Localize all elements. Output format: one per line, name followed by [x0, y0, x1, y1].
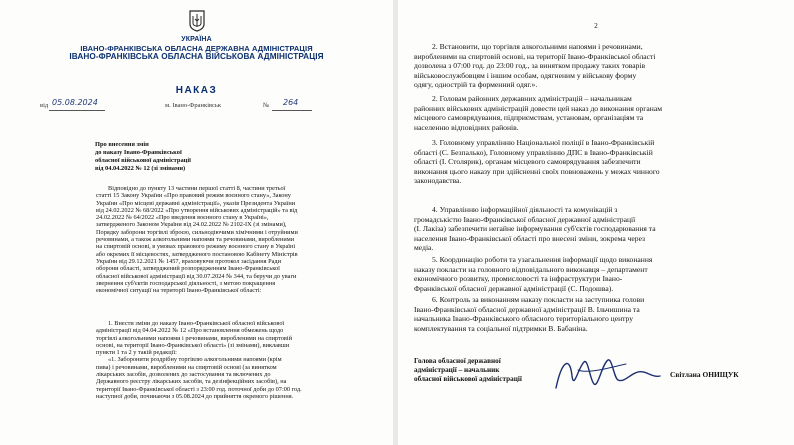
item-1-line: наступної доби, починаючи з 05.08.2024 до прийняття окремого рішення.: [96, 392, 294, 400]
number-underline: [272, 110, 312, 111]
paragraph-line: 3. Головному управлінню Національної поліції в Івано-Франківській: [432, 138, 655, 147]
number-prefix: №: [263, 102, 270, 109]
item-1-line: Державного реєстру лікарських засобів, та дезінфекційних засобів), на: [96, 378, 287, 386]
paragraph-line: населенню відповідних районів.: [414, 122, 519, 132]
preamble-line: від 24.02.2022 № 68/2022 «Про утворення військових адміністрацій» та від: [96, 206, 298, 214]
paragraph-line: 2. Головам районних державних адміністрацій – начальникам: [432, 94, 632, 103]
subject-line: Про внесення змін: [95, 141, 149, 148]
date-underline: [49, 110, 105, 111]
paragraph-line: комплектування та соціальної підтримки В. Бабаніна.: [414, 323, 588, 333]
paragraph-5: [414, 255, 728, 293]
paragraph-line: 2. Встановити, що торгівля алкогольними напоями і речовинами,: [432, 42, 643, 51]
paragraph-line: 5. Координацію роботи та узагальнення інформації щодо виконання: [432, 255, 653, 264]
item-1-line: пункти 1 та 2 у такій редакції:: [96, 349, 177, 357]
paragraph-line: економічного розвитку, промисловості та інфраструктури Івано-: [414, 274, 623, 283]
paragraph-line: виконання цього наказу при здійсненні своїх повноважень у межах чинного: [414, 166, 660, 176]
preamble-line: Порядку заборони торгівлі зброєю, сильнодіючими хімічними і отруйними: [96, 228, 298, 236]
signatory-name: Світлана ОНИЩУК: [670, 370, 739, 379]
item-1-line: «1. Заборонити роздрібну торгівлю алкогольними напоями (крім: [108, 356, 282, 364]
paragraph-2: [414, 42, 728, 90]
preamble: [96, 185, 369, 294]
paragraph-line: 6. Контроль за виконанням наказу покласти на заступника голови: [432, 295, 645, 304]
paragraph-line: Івано-Франківської обласної державної адміністрації В. Ільчишина та: [414, 304, 640, 314]
paragraph-line: районних військових адміністрацій довести цей наказ до виконання органам: [414, 103, 663, 113]
header-military-admin: ІВАНО-ФРАНКІВСЬКА ОБЛАСНА ВІЙСЬКОВА АДМІНІСТРАЦІЯ: [69, 52, 324, 61]
paragraph-line: виробленими на спиртовій основі, на території Івано-Франківської області: [414, 51, 656, 61]
city: м. Івано-Франківськ: [165, 102, 222, 109]
paragraph-line: Франківської обласної державної адміністрації (С. Подошва).: [414, 283, 614, 293]
preamble-line: економічної ситуації на території Івано-Франківської області:: [96, 287, 262, 295]
position-line: обласної військової адміністрації: [414, 375, 522, 384]
paragraph-line: медіа.: [414, 243, 434, 252]
subject-block: [95, 141, 245, 173]
preamble-line: України від 29.12.2021 № 1457, враховуючи протокол засідання Ради: [96, 257, 281, 265]
paragraph-line: одягу, однострій та форменний одяг.».: [414, 80, 538, 89]
preamble-line: 24.02.2022 № 64/2022 «Про введення воєнного стану в Україні»,: [96, 214, 269, 222]
handwritten-signature: [548, 350, 668, 400]
paragraph-line: 4. Управлінню інформаційної діяльності та комунікацій з: [432, 205, 618, 214]
preamble-line: або окремих її місцевостях, затвердженого постановою Кабінету Міністрів: [96, 250, 298, 258]
item-1-line: торгівлі алкогольними напоями і речовинами, виробленими на спиртовій: [96, 334, 292, 342]
header-state-admin: ІВАНО-ФРАНКІВСЬКА ОБЛАСНА ДЕРЖАВНА АДМІНІСТРАЦІЯ: [80, 44, 313, 53]
item-1-line: території Івано-Франківської області з 23:00 год. поточної доби до 07:00 год.: [96, 385, 302, 393]
document-type: НАКАЗ: [175, 85, 218, 96]
paragraph-6: [414, 295, 728, 333]
preamble-line: на спиртовій основі, в умовах правового режиму воєнного стану в Україні: [96, 243, 296, 251]
paragraph-4: [414, 205, 728, 253]
signatory-position: [414, 357, 544, 385]
paragraph-line: військовослужбовцям і іншим особам, одягненим у військову форму: [414, 70, 637, 80]
paragraph-line: дозволена з 07:00 год. до 23:00 год., за винятком продажу таких товарів: [414, 61, 646, 70]
preamble-line: України «Про місцеві державні адміністрації», указів Президента України: [96, 199, 296, 207]
subject-line: від 04.04.2022 № 12 (зі змінами): [95, 165, 186, 172]
item-1-line: лікарських засобів, дозволених до застосування та включених до: [96, 371, 271, 379]
paragraph-line: наказу покласти на головного відповідального виконавця – департамент: [414, 264, 648, 274]
preamble-line: звернення суб'єктів господарської діяльності, з метою покращення: [96, 279, 276, 287]
subject-line: до наказу Івано-Франківської: [95, 149, 182, 156]
item-1-line: основі, на території Івано-Франківської області» (зі змінами), виклавши: [96, 341, 290, 349]
preamble-line: Відповідно до пункту 13 частини першої статті 8, частини третьої: [108, 185, 286, 192]
paragraph-3: [414, 138, 728, 186]
paragraph-line: області (І. Столярик), органам місцевого самоврядування забезпечити: [414, 157, 641, 166]
item-1-line: адміністрації від 04.04.2022 № 12 «Про встановлення обмежень щодо: [96, 327, 284, 335]
page-number: 2: [594, 22, 598, 30]
paragraph-line: області (С. Безпалько), Головному управлінню ДПС в Івано-Франківській: [414, 147, 653, 157]
item-1: [96, 320, 369, 400]
paragraph-line: начальника Івано-Франківського обласного територіального центру: [414, 314, 634, 323]
paragraph-line: законодавства.: [414, 176, 462, 185]
paragraph-line: населення Івано-Франківської області про внесені зміни, зокрема через: [414, 233, 646, 243]
date-value: 05.08.2024: [52, 98, 98, 107]
document-page-2: [398, 0, 794, 445]
document-page-1: [0, 0, 393, 445]
item-1-line: 1. Внести зміни до наказу Івано-Франківської обласної військової: [108, 320, 285, 327]
position-line: Голова обласної державної: [414, 357, 501, 365]
paragraph-heads: [414, 94, 728, 132]
coat-of-arms-icon: [189, 10, 205, 32]
date-prefix: від: [40, 102, 49, 109]
paragraph-line: (І. Лакіза) забезпечити негайне інформування суб'єктів господарювання та: [414, 224, 656, 233]
paragraph-line: місцевого самоврядування, підприємствам, установам, організаціям та: [414, 113, 644, 122]
subject-line: обласної військової адміністрації: [95, 157, 191, 164]
position-line: адміністрації – начальник: [414, 366, 500, 375]
preamble-line: затвердженого Законом України від 24.02.2022 № 2102-IX (зі змінами),: [96, 221, 287, 229]
preamble-line: статті 15 Закону України «Про правовий режим воєнного стану», Закону: [96, 192, 291, 200]
preamble-line: оборони області, затверджений розпорядженням Івано-Франківської: [96, 265, 280, 273]
preamble-line: обласної військової адміністрації від 30.07.2024 № 344, та беручи до уваги: [96, 272, 297, 280]
header-country: УКРАЇНА: [181, 36, 212, 43]
number-value: 264: [283, 98, 299, 107]
paragraph-line: громадськістю Івано-Франківської обласної державної адміністрації: [414, 214, 636, 224]
item-1-line: пива) і речовинами, виробленими на спиртовій основі (за винятком: [96, 363, 277, 371]
preamble-line: речовинами, а також алкогольними напоями та речовинами, виробленими: [96, 236, 295, 244]
